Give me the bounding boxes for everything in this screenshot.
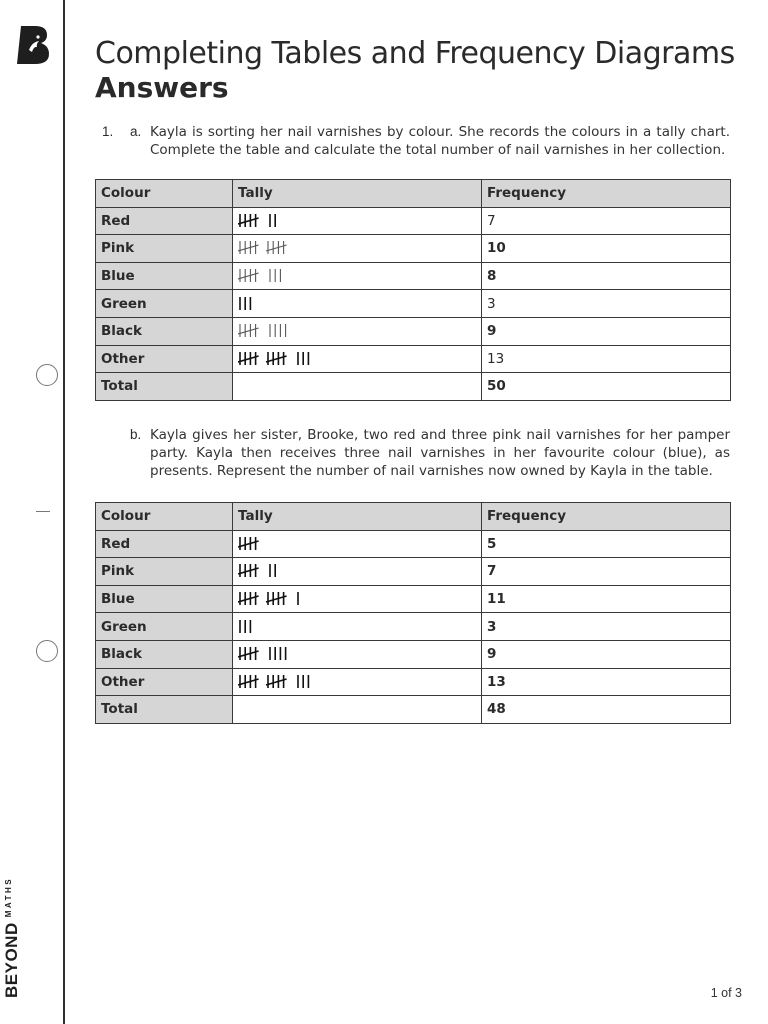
frequency-cell: 10 [482, 235, 731, 263]
table-row [96, 530, 731, 558]
total-row [96, 696, 731, 724]
colour-cell: Other [96, 345, 233, 373]
part-a-text: Kayla is sorting her nail varnishes by colour. She records the colours in a tally chart. Complete the table and calculate the total number of nail varnishes in her collection. [150, 124, 730, 158]
column-header: Tally [233, 503, 482, 531]
colour-cell: Black [96, 317, 233, 345]
tally-marks [238, 562, 284, 580]
frequency-cell: 9 [482, 317, 731, 345]
table-row [96, 290, 731, 318]
colour-cell: Black [96, 640, 233, 668]
colour-cell: Red [96, 207, 233, 235]
tally-cell [233, 640, 482, 668]
total-tally-cell [233, 696, 482, 724]
table-row [96, 207, 731, 235]
brand-wordmark [2, 877, 22, 998]
column-header: Tally [233, 180, 482, 208]
table-row [96, 262, 731, 290]
table-header-row [96, 503, 731, 531]
tally-marks [238, 212, 284, 230]
tally-cell [233, 585, 482, 613]
part-b-label: b. [130, 427, 142, 442]
tally-cell [233, 530, 482, 558]
tally-marks [238, 295, 260, 313]
column-header: Frequency [482, 503, 731, 531]
table-row [96, 640, 731, 668]
table-row [96, 585, 731, 613]
tally-cell [233, 207, 482, 235]
colour-cell: Other [96, 668, 233, 696]
tally-cell [233, 317, 482, 345]
tally-marks [238, 535, 272, 553]
tally-marks [238, 267, 290, 285]
total-tally-cell [233, 373, 482, 401]
frequency-cell: 3 [482, 613, 731, 641]
tally-marks [238, 673, 318, 691]
table-row [96, 558, 731, 586]
frequency-cell: 13 [482, 668, 731, 696]
colour-cell: Red [96, 530, 233, 558]
tally-cell [233, 262, 482, 290]
tally-cell [233, 235, 482, 263]
table-row [96, 668, 731, 696]
part-b-text: Kayla gives her sister, Brooke, two red and three pink nail varnishes for her pamper party. Kayla then receives three nail varnishes in her favourite colour (blue), as presents. Represent the number of nail varnishes now owned by Kayla in the table. [150, 427, 730, 479]
beyond-logo-icon [15, 24, 51, 66]
frequency-cell: 3 [482, 290, 731, 318]
tally-cell [233, 668, 482, 696]
table-row [96, 317, 731, 345]
punch-hole-top [36, 364, 58, 386]
total-label: Total [96, 696, 233, 724]
colour-cell: Blue [96, 585, 233, 613]
table-row [96, 613, 731, 641]
table-header-row [96, 180, 731, 208]
tally-marks [238, 618, 260, 636]
frequency-cell: 13 [482, 345, 731, 373]
frequency-cell: 8 [482, 262, 731, 290]
tally-marks [238, 645, 295, 663]
brand-sub: MATHS [4, 876, 13, 918]
frequency-cell: 7 [482, 207, 731, 235]
total-row [96, 373, 731, 401]
tally-table-a [95, 179, 731, 401]
part-a-label: a. [130, 124, 142, 139]
colour-cell: Green [96, 613, 233, 641]
column-header: Frequency [482, 180, 731, 208]
table-row [96, 235, 731, 263]
question-number: 1. [102, 124, 114, 139]
fold-mark [36, 511, 50, 512]
tally-table-b [95, 502, 731, 724]
colour-cell: Blue [96, 262, 233, 290]
frequency-cell: 11 [482, 585, 731, 613]
tally-marks [238, 590, 307, 608]
page-title: Completing Tables and Frequency Diagrams [95, 36, 735, 71]
punch-hole-bottom [36, 640, 58, 662]
total-value: 50 [482, 373, 731, 401]
frequency-cell: 9 [482, 640, 731, 668]
colour-cell: Green [96, 290, 233, 318]
tally-cell [233, 345, 482, 373]
total-value: 48 [482, 696, 731, 724]
colour-cell: Pink [96, 558, 233, 586]
frequency-cell: 7 [482, 558, 731, 586]
table-row [96, 345, 731, 373]
column-header: Colour [96, 180, 233, 208]
page-number: 1 of 3 [710, 986, 742, 1000]
tally-marks [238, 322, 295, 340]
tally-cell [233, 558, 482, 586]
column-header: Colour [96, 503, 233, 531]
brand-word: BEYOND [2, 922, 21, 998]
tally-marks [238, 239, 300, 257]
total-label: Total [96, 373, 233, 401]
colour-cell: Pink [96, 235, 233, 263]
frequency-cell: 5 [482, 530, 731, 558]
tally-cell [233, 613, 482, 641]
tally-marks [238, 350, 318, 368]
page-subtitle: Answers [95, 71, 229, 104]
tally-cell [233, 290, 482, 318]
margin-line [63, 0, 65, 1024]
